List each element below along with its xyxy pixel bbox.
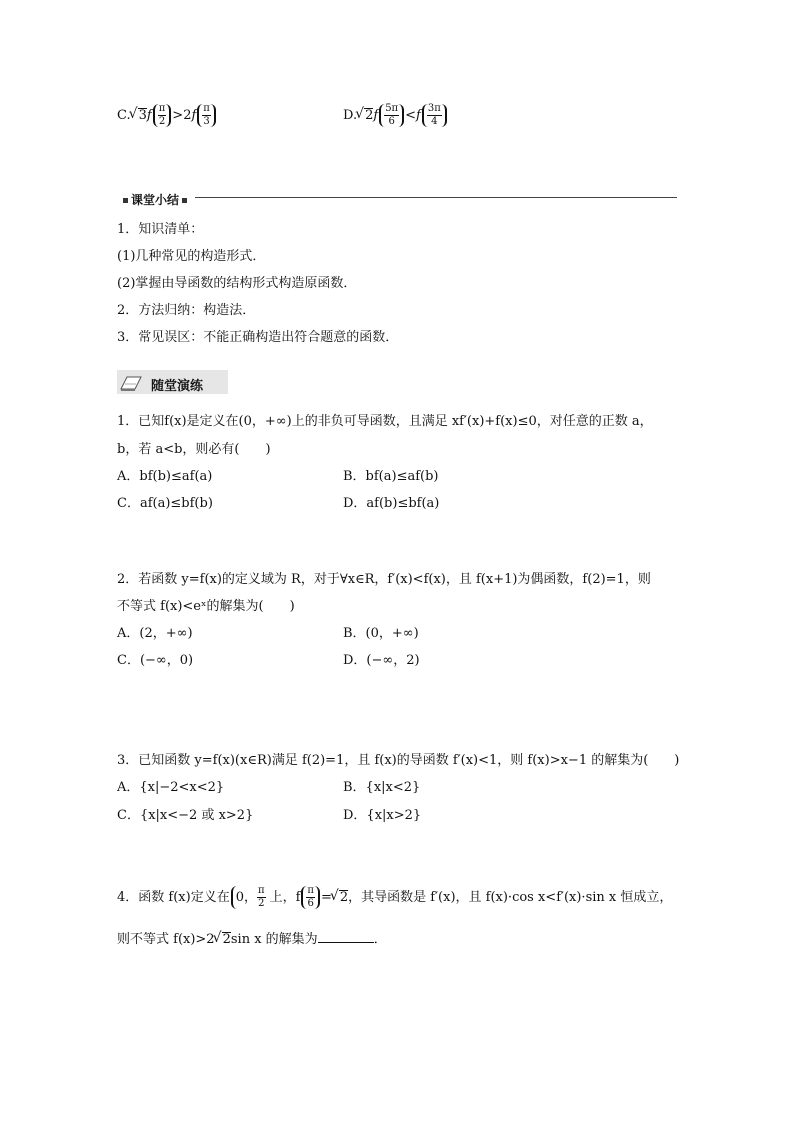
frac-den: 2 <box>158 116 166 127</box>
q1-option-c: C．af(a)≤bf(b) <box>117 496 213 511</box>
frac-num: π <box>158 103 166 114</box>
paren-pi-2 <box>153 104 172 127</box>
q3-option-c: C．{x|x<−2 或 x>2} <box>117 808 254 823</box>
sqrt-3: √ 3 <box>138 108 147 122</box>
prev-option-c <box>117 104 217 127</box>
summary-item-1a: (1)几种常见的构造形式． <box>117 249 266 264</box>
q4-line2-end: ． <box>373 932 387 947</box>
interval-bracket <box>231 886 269 909</box>
relation: < <box>405 108 417 123</box>
summary-item-1: 1．知识清单： <box>117 222 204 237</box>
frac-num: π <box>307 885 314 896</box>
func-f: f <box>416 108 421 123</box>
frac-den: 6 <box>388 116 395 127</box>
option-d-prefix: D. <box>343 108 358 123</box>
func-f: f <box>191 108 197 123</box>
summary-divider <box>195 197 677 198</box>
q1-stem-line2: b，若 a<b，则必有( ) <box>117 442 271 457</box>
summary-item-1b: (2)掌握由导函数的结构形式构造原函数． <box>117 276 357 291</box>
q4-text-post: ，其导函数是 f′(x)，且 f(x)·cos x<f′(x)·sin x 恒成立， <box>348 890 673 905</box>
sqrt-2: √ 2 <box>222 932 231 946</box>
paren-pi-6 <box>301 886 320 909</box>
q4-stem-line2 <box>117 930 387 946</box>
frac-num: 5π <box>385 103 399 114</box>
interval-left: 0， <box>235 890 257 905</box>
q2-stem-line2: 不等式 f(x)<eˣ的解集为( ) <box>117 599 295 614</box>
practice-title: 随堂演练 <box>151 379 204 394</box>
q4-stem-line1 <box>117 886 672 909</box>
frac-num: π <box>203 103 210 114</box>
q1-option-a: A．bf(b)≤af(a) <box>117 469 213 484</box>
notebook-icon <box>119 374 143 391</box>
q4-text-pre: 4．函数 f(x)定义在 <box>117 890 230 905</box>
option-c-prefix: C. <box>117 108 131 123</box>
q2-option-b: B．(0，+∞) <box>343 626 419 641</box>
frac-den: 3 <box>203 116 210 127</box>
q2-option-d: D．(−∞，2) <box>343 653 420 668</box>
paren-5pi-6 <box>379 104 404 127</box>
frac-den: 2 <box>258 898 265 909</box>
prev-option-d <box>343 104 448 127</box>
square-bullet-icon <box>182 198 187 203</box>
q2-option-a: A．(2，+∞) <box>117 626 193 641</box>
sqrt-2: √ 2 <box>339 890 348 904</box>
paren-3pi-4 <box>422 104 447 127</box>
answer-blank[interactable] <box>318 930 374 943</box>
q3-option-b: B．{x|x<2} <box>343 780 421 795</box>
summary-item-3: 3．常见误区：不能正确构造出符合题意的函数． <box>117 330 399 345</box>
q4-line2-post: sin x 的解集为 <box>230 932 318 947</box>
func-f: f <box>373 108 379 123</box>
frac-den: 6 <box>307 898 314 909</box>
q3-option-a: A．{x|−2<x<2} <box>117 780 225 795</box>
summary-title-text: 课堂小结 <box>131 193 180 207</box>
q4-text-mid1: 上，f <box>269 890 301 905</box>
q4-line2-pre: 则不等式 f(x)>2 <box>117 932 215 947</box>
func-f: f <box>146 108 152 123</box>
q1-stem-line1: 1．已知f(x)是定义在(0，+∞)上的非负可导函数，且满足 xf′(x)+f(x)≤0，对任意的正数 a， <box>117 414 653 429</box>
q1-option-b: B．bf(a)≤af(b) <box>343 469 439 484</box>
square-bullet-icon <box>123 198 128 203</box>
summary-item-2: 2．方法归纳：构造法． <box>117 303 256 318</box>
q2-option-c: C．(−∞，0) <box>117 653 194 668</box>
practice-banner <box>117 370 228 394</box>
frac-num: π <box>257 885 265 896</box>
q4-text-mid2: = <box>320 890 332 905</box>
frac-num: 3π <box>427 103 441 114</box>
relation: >2 <box>172 108 192 123</box>
q1-option-d: D．af(b)≤bf(a) <box>343 496 440 511</box>
paren-pi-3 <box>197 104 216 127</box>
summary-title <box>120 191 190 208</box>
q3-option-d: D．{x|x>2} <box>343 808 422 823</box>
q3-stem-line1: 3．已知函数 y=f(x)(x∈R)满足 f(2)=1，且 f(x)的导函数 f′(x)<1，则 f(x)>x−1 的解集为( ) <box>117 753 680 768</box>
q2-stem-line1: 2．若函数 y=f(x)的定义域为 R，对于∀x∈R，f′(x)<f(x)，且 f(x+1)为偶函数，f(2)=1，则 <box>117 572 651 587</box>
frac-den: 4 <box>431 116 438 127</box>
sqrt-2: √ 2 <box>364 108 373 122</box>
